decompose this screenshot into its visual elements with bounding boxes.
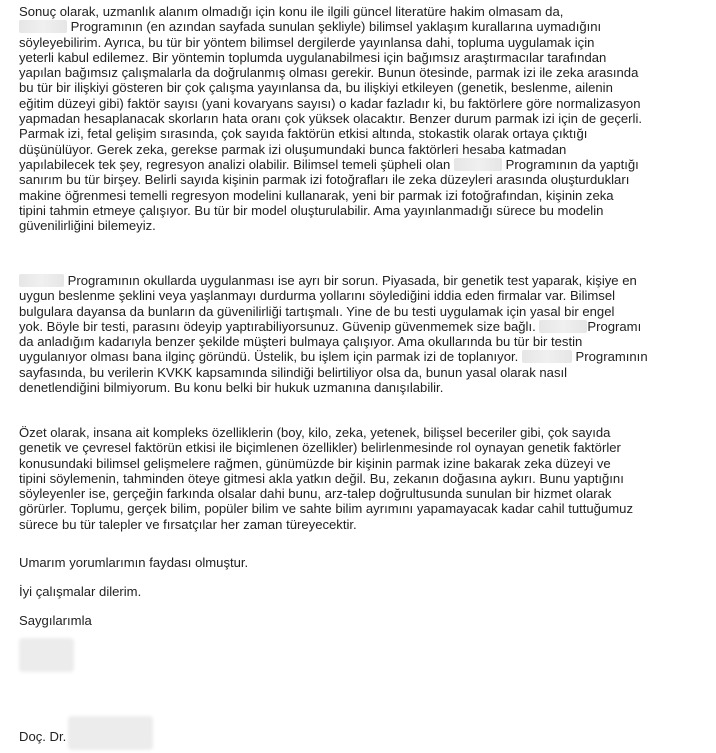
wishes-line bbox=[19, 584, 709, 599]
redacted-signature-image bbox=[19, 638, 74, 672]
signature-title: Doç. Dr. bbox=[19, 729, 67, 744]
text-line: uygun beslenme şeklini veya yaşlanmayı durdurma yollarını söylediğini iddia eden firmalar var. Bilimsel bbox=[19, 288, 616, 304]
closing-line bbox=[19, 555, 709, 570]
text-line: Umarım yorumlarımın faydası olmuştur. bbox=[19, 555, 249, 570]
text-line: tipini tahmin etmeye çalışıyor. Bu tür bir model oluşturulabilir. Ama yayınlanmadığı sürece bu modelin bbox=[19, 202, 604, 218]
text-line: söyleyebilirim. Ayrıca, bu tür bir yöntem bilimsel dergilerde yayınlansa dahi, topluma uygulamak için bbox=[19, 34, 595, 50]
text-line: İyi çalışmalar dilerim. bbox=[19, 584, 142, 599]
text-line: Özet olarak, insana ait kompleks özelliklerin (boy, kilo, zeka, yetenek, bilişsel beceriler gibi, çok sayıda bbox=[19, 425, 611, 440]
text-line: yapmadan hesaplanacak skorların hata oranı çok yüksek olacaktır. Benzer durum parmak izi için de geçerli. bbox=[19, 111, 642, 127]
text-line: bulgulara dayansa da bunların da güvenilirliği tartışmalı. Yine de bu testi uygulamak için yasal bir engel bbox=[19, 303, 615, 319]
text-line: görürler. Toplumu, gerçek bilim, popüler bilim ve sahte bilim ayrımını yapamayacak kadar cahil tuttuğumuz bbox=[19, 501, 633, 517]
redacted-name-box bbox=[19, 20, 67, 33]
text-line: yeterli kabul edilemez. Bir yöntemin toplumda uygulanabilmesi için bağımsız araştırmacılar tarafından bbox=[19, 49, 607, 65]
regards-line bbox=[19, 613, 709, 628]
redacted-name-box bbox=[454, 158, 502, 171]
text-line: düşünülüyor. Gerek zeka, gerekse parmak izi oluşumundaki bunca faktörleri hesaba katmadan bbox=[19, 141, 567, 157]
text-line: tipini söylemenin, tahminden öteye gitmesi akla yatkın değil. Bu, zekanın doğasına aykırı. Bunu yaptığını bbox=[19, 470, 624, 486]
text-line: sürece bu tür talepler ve fırsatçılar her zaman türeyecektir. bbox=[19, 516, 357, 532]
text-line: sanırım bu tür birşey. Belirli sayıda kişinin parmak izi fotoğrafları ile zeka düzeyleri arasında oluşturdukları bbox=[19, 172, 630, 188]
redacted-name bbox=[68, 716, 153, 750]
text-line: bu tür bir ilişkiyi gösteren bir çok çalışma yayınlansa da, bu ilişkiyi etkileyen (genetik, beslenme, ailenin bbox=[19, 80, 613, 96]
paragraph-3 bbox=[19, 425, 709, 532]
text-line: Sonuç olarak, uzmanlık alanım olmadığı için konu ile ilgili güncel literatüre hakim olmasam da, bbox=[19, 4, 564, 19]
text-line: yapılan bağımsız çalışmalarla da doğrulanmış olması gerekir. Bunun ötesinde, parmak izi ile zeka arasında bbox=[19, 65, 639, 81]
text-line: Programının okullarda uygulanması ise ayrı bir sorun. Piyasada, bir genetik test yaparak, kişiye en bbox=[19, 273, 637, 288]
text-line: genetik ve çevresel faktörün etkisi ile biçimlenen özellikler) belirlenmesinde rol oynayan genetik faktörler bbox=[19, 440, 621, 456]
text-line: denetlendiğini bilmiyorum. Bu konu belki bir hukuk uzmanına danışılabilir. bbox=[19, 380, 444, 396]
redacted-name-box bbox=[539, 320, 587, 333]
text-line: da anladığım kadarıyla benzer şekilde müşteri bulmaya çalışıyor. Ama okullarında bu tür bir testin bbox=[19, 334, 583, 350]
text-line: güvenilirliğini bilemeyiz. bbox=[19, 218, 156, 234]
redacted-name-box bbox=[19, 274, 64, 287]
text-line: söyleyenler ise, gerçeğin farkında olsalar dahi bunu, arz-talep doğrultusunda sunulan bir hizmet olarak bbox=[19, 486, 612, 502]
text-line: Saygılarımla bbox=[19, 613, 92, 628]
text-line: Parmak izi, fetal gelişim sırasında, çok sayıda faktörün etkisi altında, stokastik olarak ortaya çıktığı bbox=[19, 126, 588, 142]
text-line: uygulanıyor olması bana ilginç göründü. Üstelik, bu işlem için parmak izi de toplanıyor. Programının bbox=[19, 349, 648, 365]
paragraph-2 bbox=[19, 273, 709, 395]
paragraph-1 bbox=[19, 4, 709, 233]
text-line: yok. Böyle bir testi, parasını ödeyip yaptırabiliyorsunuz. Güvenip güvenmemek size bağlı. Programı bbox=[19, 318, 642, 334]
text-line: konusundaki bilimsel gelişmelere rağmen, günümüzde bir kişinin parmak izine bakarak zeka düzeyi ve bbox=[19, 455, 611, 471]
text-line: yapılabilecek tek şey, regresyon analizi olabilir. Bilimsel temeli şüpheli olan Programının da yaptığı bbox=[19, 156, 639, 172]
text-line: makine öğrenmesi temelli regresyon modelini kullanarak, yeni bir parmak izi fotoğrafından, kişinin zeka bbox=[19, 187, 614, 203]
text-line: sayfasında, bu verilerin KVKK kapsamında silindiği belirtiliyor olsa da, bunun yasal olarak nasıl bbox=[19, 364, 568, 380]
text-line: eğitim düzeyi gibi) faktör sayısı (yani kovaryans sayısı) o kadar fazladır ki, bu faktörlere göre normalizasyon bbox=[19, 95, 641, 111]
text-line: Programının (en azından sayfada sunulan şekliyle) bilimsel yaklaşım kurallarına uymadığını bbox=[19, 19, 601, 34]
redacted-name-box bbox=[522, 350, 572, 363]
